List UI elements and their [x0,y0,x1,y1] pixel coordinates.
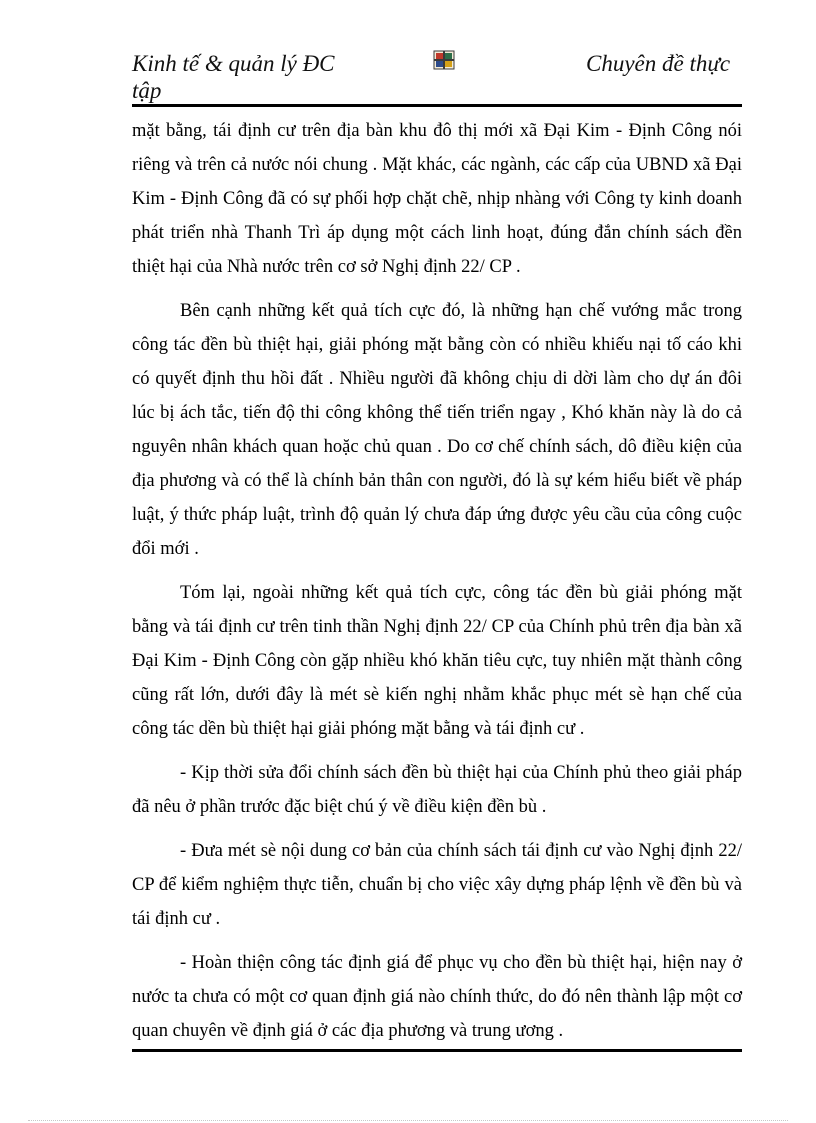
page-edge-dotted-line [28,1120,788,1121]
paragraph-5: - Đưa mét sè nội dung cơ bản của chính sách tái định cư vào Nghị định 22/ CP để kiểm nghiệm thực tiễn, chuẩn bị cho việc xây dựng pháp lệnh về đền bù và tái định cư . [132,841,742,929]
header-right-title: Chuyên đề thực [586,51,731,76]
header-left-title: Kinh tế & quản lý ĐC tập [132,51,335,103]
paragraph-1: mặt bằng, tái định cư trên địa bàn khu đô thị mới xã Đại Kim - Định Công nói riêng và trên cả nước nói chung . Mặt khác, các ngành, các cấp của UBND xã Đại Kim - Định Công đã có sự phối hợp chặt chẽ, nhịp nhàng với Công ty kinh doanh phát triển nhà Thanh Trì áp dụng một cách linh hoạt, đúng đắn chính sách đền thiệt hại của Nhà nước trên cơ sở Nghị định 22/ CP . [132,121,742,277]
paragraph-6: - Hoàn thiện công tác định giá để phục vụ cho đền bù thiệt hại, hiện nay ở nước ta chưa có một cơ quan định giá nào chính thức, do đó nên thành lập một cơ quan chuyên về định giá ở các địa phương và trung ương . [132,953,742,1041]
document-body [132,114,742,1048]
paragraph-3: Tóm lại, ngoài những kết quả tích cực, công tác đền bù giải phóng mặt bằng và tái định cư trên tinh thần Nghị định 22/ CP của Chính phủ trên địa bàn xã Đại Kim - Định Công còn gặp nhiều khó khăn tiêu cực, tuy nhiên mặt thành công cũng rất lớn, dưới đây là mét sè kiến nghị nhằm khắc phục mét sè hạn chế của công tác dền bù thiệt hại giải phóng mặt bằng và tái định cư . [132,583,742,739]
school-crest-icon [432,48,456,72]
footer-divider [132,1049,742,1052]
header-divider [132,104,742,107]
paragraph-2: Bên cạnh những kết quả tích cực đó, là những hạn chế vướng mắc trong công tác đền bù thiệt hại, giải phóng mặt bằng còn có nhiều khiếu nại tố cáo khi có quyết định thu hồi đất . Nhiều người đã không chịu di dời làm cho dự án đôi lúc bị ách tắc, tiến độ thi công không thể tiến triển ngay , Khó khăn này là do cả nguyên nhân khách quan hoặc chủ quan . Do cơ chế chính sách, dô điều kiện của địa phương và có thể là chính bản thân con người, đó là sự kém hiểu biết về pháp luật, ý thức pháp luật, trình độ quản lý chưa đáp ứng được yêu cầu của công cuộc đổi mới . [132,301,742,559]
paragraph-4: - Kịp thời sửa đổi chính sách đền bù thiệt hại của Chính phủ theo giải pháp đã nêu ở phần trước đặc biệt chú ý về điều kiện đền bù . [132,763,742,817]
